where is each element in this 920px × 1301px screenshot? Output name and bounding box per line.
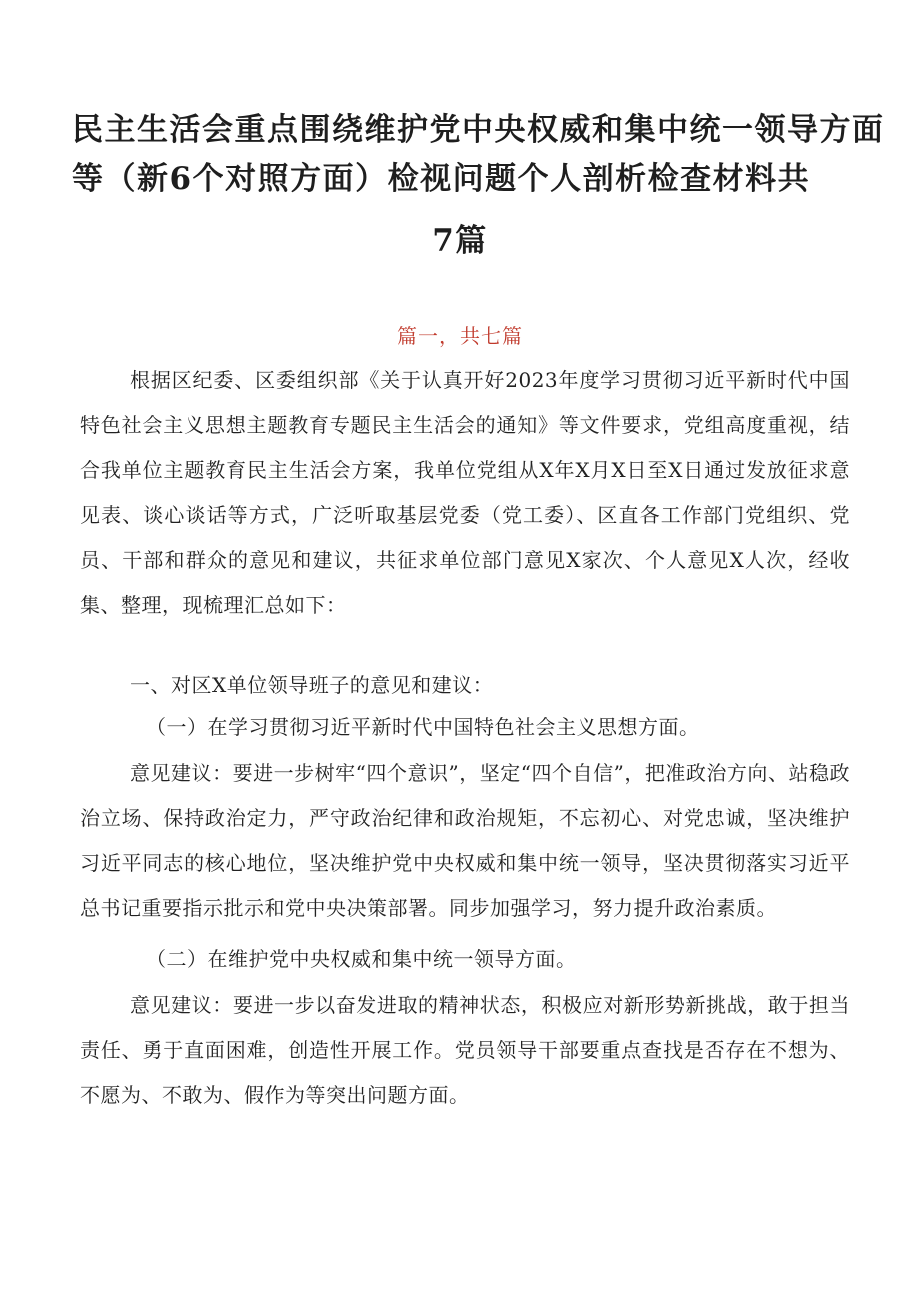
suggestion-paragraph-1: 意见建议：要进一步树牢“四个意识”，坚定“四个自信”，把准政治方向、站稳政治立场、保持政治定力，严守政治纪律和政治规矩，不忘初心、对党忠诚，坚决维护习近平同志的核心地位，坚决维护党中央权威和集中统一领导，坚决贯彻落实习近平总书记重要指示批示和党中央决策部署。同步加强学习，努力提升政治素质。 — [80, 761, 850, 920]
document-title-line-2: 等（新6个对照方面）检视问题个人剖析检查材料共 — [72, 161, 811, 197]
sub-heading-1: （一）在学习贯彻习近平新时代中国特色社会主义思想方面。 — [146, 715, 700, 739]
document-title-line-1: 民主生活会重点围绕维护党中央权威和集中统一领导方面 — [72, 112, 885, 148]
heading-one: 一、对区X单位领导班子的意见和建议： — [130, 673, 494, 697]
section-heading: 篇一，共七篇 — [397, 324, 523, 348]
suggestion-paragraph-2: 意见建议：要进一步以奋发进取的精神状态，积极应对新形势新挑战，敢于担当责任、勇于直面困难，创造性开展工作。党员领导干部要重点查找是否存在不想为、不愿为、不敢为、假作为等突出问题方面。 — [80, 993, 850, 1107]
document-title-line-3: 7篇 — [432, 223, 488, 259]
intro-paragraph: 根据区纪委、区委组织部《关于认真开好2023年度学习贯彻习近平新时代中国特色社会主义思想主题教育专题民主生活会的通知》等文件要求，党组高度重视，结合我单位主题教育民主生活会方案，我单位党组从X年X月X日至X日通过发放征求意见表、谈心谈话等方式，广泛听取基层党委（党工委）、区直各工作部门党组织、党员、干部和群众的意见和建议，共征求单位部门意见X家次、个人意见X人次，经收集、整理，现梳理汇总如下： — [80, 368, 850, 617]
sub-heading-2: （二）在维护党中央权威和集中统一领导方面。 — [146, 947, 577, 971]
